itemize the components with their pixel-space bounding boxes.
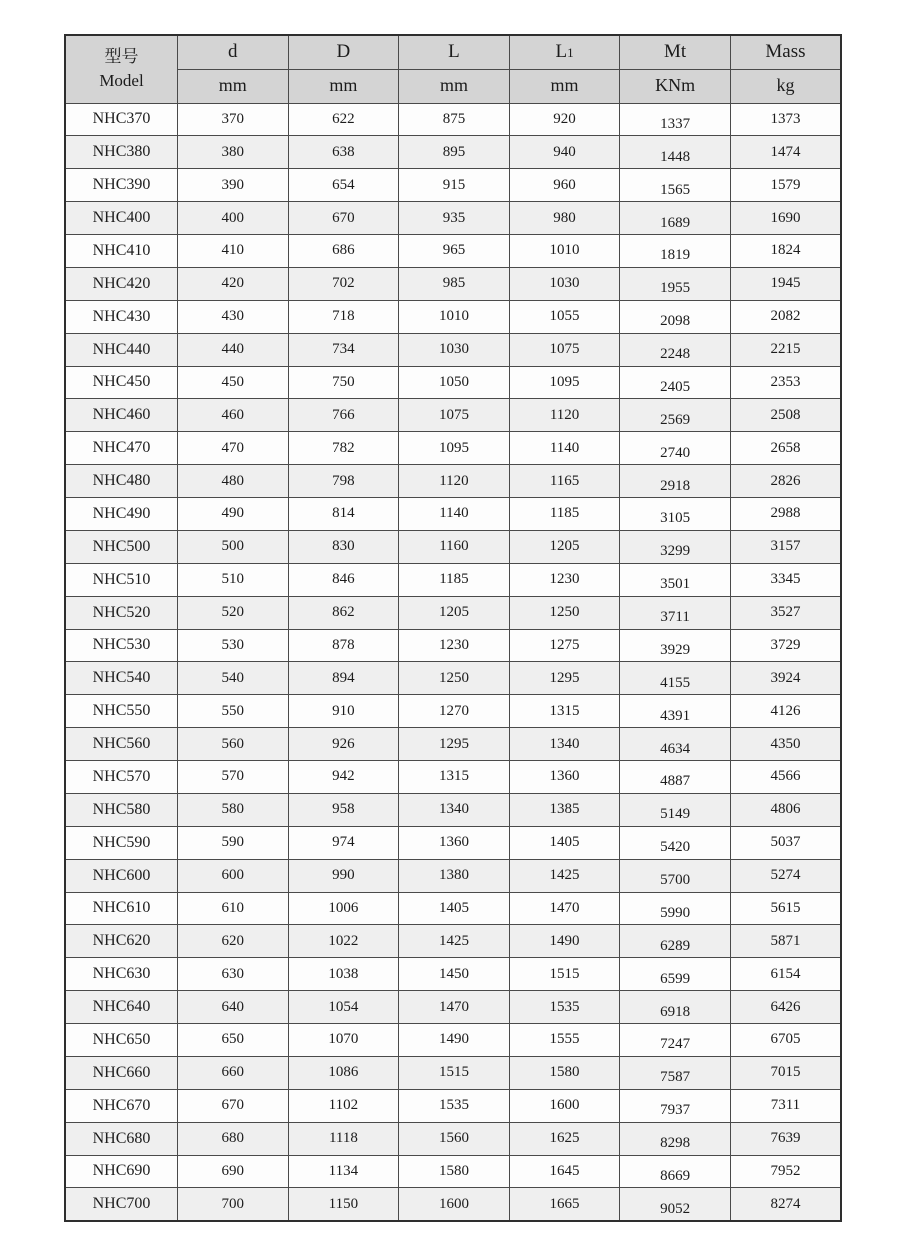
- value-cell: 1022: [288, 925, 399, 958]
- model-cell: NHC550: [65, 695, 178, 728]
- value-cell: 3711: [620, 596, 731, 629]
- spec-table: [64, 34, 842, 1222]
- unit-header-D: mm: [288, 69, 399, 103]
- model-cell: NHC630: [65, 958, 178, 991]
- header-row-units: [65, 69, 841, 103]
- value-cell: 7015: [730, 1056, 841, 1089]
- value-cell: 460: [178, 399, 289, 432]
- table-row: [65, 596, 841, 629]
- value-cell: 1490: [399, 1024, 510, 1057]
- value-cell: 5990: [620, 892, 731, 925]
- model-cell: NHC610: [65, 892, 178, 925]
- value-cell: 430: [178, 300, 289, 333]
- value-cell: 390: [178, 169, 289, 202]
- value-cell: 766: [288, 399, 399, 432]
- value-cell: 1086: [288, 1056, 399, 1089]
- value-cell: 1535: [509, 991, 620, 1024]
- model-cell: NHC680: [65, 1122, 178, 1155]
- value-cell: 1600: [509, 1089, 620, 1122]
- table-body: [65, 103, 841, 1221]
- value-cell: 2658: [730, 432, 841, 465]
- value-cell: 480: [178, 465, 289, 498]
- model-cell: NHC670: [65, 1089, 178, 1122]
- model-cell: NHC460: [65, 399, 178, 432]
- value-cell: 702: [288, 267, 399, 300]
- value-cell: 1010: [509, 235, 620, 268]
- value-cell: 1689: [620, 202, 731, 235]
- value-cell: 1250: [509, 596, 620, 629]
- value-cell: 1030: [399, 333, 510, 366]
- value-cell: 1185: [509, 498, 620, 531]
- value-cell: 1315: [399, 761, 510, 794]
- table-row: [65, 432, 841, 465]
- table-row: [65, 366, 841, 399]
- column-header-L: L: [399, 35, 510, 69]
- value-cell: 920: [509, 103, 620, 136]
- model-cell: NHC570: [65, 761, 178, 794]
- value-cell: 1250: [399, 662, 510, 695]
- table-row: [65, 530, 841, 563]
- value-cell: 8274: [730, 1188, 841, 1221]
- value-cell: 3299: [620, 530, 731, 563]
- value-cell: 1295: [509, 662, 620, 695]
- value-cell: 1360: [509, 761, 620, 794]
- value-cell: 600: [178, 859, 289, 892]
- model-cell: NHC650: [65, 1024, 178, 1057]
- value-cell: 440: [178, 333, 289, 366]
- value-cell: 630: [178, 958, 289, 991]
- value-cell: 450: [178, 366, 289, 399]
- model-cell: NHC430: [65, 300, 178, 333]
- value-cell: 410: [178, 235, 289, 268]
- value-cell: 1315: [509, 695, 620, 728]
- value-cell: 894: [288, 662, 399, 695]
- table-row: [65, 991, 841, 1024]
- unit-header-d: mm: [178, 69, 289, 103]
- value-cell: 1565: [620, 169, 731, 202]
- value-cell: 1425: [509, 859, 620, 892]
- value-cell: 1690: [730, 202, 841, 235]
- value-cell: 1515: [399, 1056, 510, 1089]
- value-cell: 1490: [509, 925, 620, 958]
- value-cell: 1230: [509, 563, 620, 596]
- model-cell: NHC380: [65, 136, 178, 169]
- value-cell: 958: [288, 793, 399, 826]
- value-cell: 2508: [730, 399, 841, 432]
- table-row: [65, 728, 841, 761]
- value-cell: 1270: [399, 695, 510, 728]
- model-cell: NHC560: [65, 728, 178, 761]
- value-cell: 2988: [730, 498, 841, 531]
- column-header-Mt: Mt: [620, 35, 731, 69]
- value-cell: 915: [399, 169, 510, 202]
- value-cell: 1448: [620, 136, 731, 169]
- table-row: [65, 958, 841, 991]
- column-header-D: D: [288, 35, 399, 69]
- value-cell: 2098: [620, 300, 731, 333]
- value-cell: 6918: [620, 991, 731, 1024]
- model-cell: NHC470: [65, 432, 178, 465]
- value-cell: 1470: [509, 892, 620, 925]
- value-cell: 3157: [730, 530, 841, 563]
- value-cell: 1560: [399, 1122, 510, 1155]
- value-cell: 3345: [730, 563, 841, 596]
- value-cell: 846: [288, 563, 399, 596]
- value-cell: 686: [288, 235, 399, 268]
- table-row: [65, 826, 841, 859]
- model-cell: NHC480: [65, 465, 178, 498]
- value-cell: 942: [288, 761, 399, 794]
- value-cell: 8669: [620, 1155, 731, 1188]
- table-row: [65, 1122, 841, 1155]
- value-cell: 985: [399, 267, 510, 300]
- value-cell: 7937: [620, 1089, 731, 1122]
- value-cell: 1600: [399, 1188, 510, 1221]
- value-cell: 1095: [509, 366, 620, 399]
- table-row: [65, 1024, 841, 1057]
- table-row: [65, 662, 841, 695]
- model-column-header: [65, 35, 178, 103]
- table-row: [65, 498, 841, 531]
- value-cell: 6426: [730, 991, 841, 1024]
- column-header-d: d: [178, 35, 289, 69]
- value-cell: 1140: [399, 498, 510, 531]
- value-cell: 1340: [399, 793, 510, 826]
- value-cell: 1580: [399, 1155, 510, 1188]
- value-cell: 830: [288, 530, 399, 563]
- value-cell: 1118: [288, 1122, 399, 1155]
- model-cell: NHC500: [65, 530, 178, 563]
- value-cell: 1380: [399, 859, 510, 892]
- table-row: [65, 103, 841, 136]
- value-cell: 1102: [288, 1089, 399, 1122]
- value-cell: 1038: [288, 958, 399, 991]
- value-cell: 670: [178, 1089, 289, 1122]
- value-cell: 610: [178, 892, 289, 925]
- model-cell: NHC420: [65, 267, 178, 300]
- header-row-labels: [65, 35, 841, 69]
- value-cell: 1450: [399, 958, 510, 991]
- model-cell: NHC440: [65, 333, 178, 366]
- value-cell: 1010: [399, 300, 510, 333]
- value-cell: 8298: [620, 1122, 731, 1155]
- value-cell: 590: [178, 826, 289, 859]
- model-cell: NHC620: [65, 925, 178, 958]
- value-cell: 862: [288, 596, 399, 629]
- column-header-Mass: Mass: [730, 35, 841, 69]
- value-cell: 1645: [509, 1155, 620, 1188]
- model-cell: NHC410: [65, 235, 178, 268]
- value-cell: 540: [178, 662, 289, 695]
- model-cell: NHC490: [65, 498, 178, 531]
- unit-header-Mt: KNm: [620, 69, 731, 103]
- value-cell: 7639: [730, 1122, 841, 1155]
- model-cell: NHC640: [65, 991, 178, 1024]
- model-cell: NHC540: [65, 662, 178, 695]
- value-cell: 1050: [399, 366, 510, 399]
- table-row: [65, 202, 841, 235]
- value-cell: 1515: [509, 958, 620, 991]
- value-cell: 7311: [730, 1089, 841, 1122]
- value-cell: 654: [288, 169, 399, 202]
- table-row: [65, 695, 841, 728]
- value-cell: 875: [399, 103, 510, 136]
- value-cell: 1474: [730, 136, 841, 169]
- value-cell: 1070: [288, 1024, 399, 1057]
- value-cell: 1075: [399, 399, 510, 432]
- value-cell: 1295: [399, 728, 510, 761]
- value-cell: 1373: [730, 103, 841, 136]
- table-row: [65, 1089, 841, 1122]
- value-cell: 1150: [288, 1188, 399, 1221]
- value-cell: 895: [399, 136, 510, 169]
- value-cell: 660: [178, 1056, 289, 1089]
- value-cell: 3501: [620, 563, 731, 596]
- value-cell: 974: [288, 826, 399, 859]
- table-row: [65, 300, 841, 333]
- value-cell: 1580: [509, 1056, 620, 1089]
- table-row: [65, 235, 841, 268]
- value-cell: 1425: [399, 925, 510, 958]
- table-row: [65, 563, 841, 596]
- value-cell: 926: [288, 728, 399, 761]
- value-cell: 1555: [509, 1024, 620, 1057]
- value-cell: 1165: [509, 465, 620, 498]
- value-cell: 470: [178, 432, 289, 465]
- value-cell: 5871: [730, 925, 841, 958]
- value-cell: 2569: [620, 399, 731, 432]
- value-cell: 530: [178, 629, 289, 662]
- value-cell: 1819: [620, 235, 731, 268]
- value-cell: 2082: [730, 300, 841, 333]
- value-cell: 1405: [509, 826, 620, 859]
- model-cell: NHC600: [65, 859, 178, 892]
- value-cell: 4634: [620, 728, 731, 761]
- model-cell: NHC690: [65, 1155, 178, 1188]
- table-row: [65, 1155, 841, 1188]
- value-cell: 1230: [399, 629, 510, 662]
- value-cell: 370: [178, 103, 289, 136]
- value-cell: 3527: [730, 596, 841, 629]
- spec-table-container: [64, 34, 842, 1222]
- model-cell: NHC700: [65, 1188, 178, 1221]
- value-cell: 7247: [620, 1024, 731, 1057]
- value-cell: 990: [288, 859, 399, 892]
- value-cell: 6599: [620, 958, 731, 991]
- value-cell: 1075: [509, 333, 620, 366]
- value-cell: 490: [178, 498, 289, 531]
- table-row: [65, 136, 841, 169]
- value-cell: 940: [509, 136, 620, 169]
- value-cell: 520: [178, 596, 289, 629]
- table-row: [65, 1188, 841, 1221]
- value-cell: 910: [288, 695, 399, 728]
- value-cell: 3105: [620, 498, 731, 531]
- value-cell: 782: [288, 432, 399, 465]
- value-cell: 1134: [288, 1155, 399, 1188]
- value-cell: 9052: [620, 1188, 731, 1221]
- value-cell: 1824: [730, 235, 841, 268]
- value-cell: 4126: [730, 695, 841, 728]
- table-row: [65, 1056, 841, 1089]
- value-cell: 510: [178, 563, 289, 596]
- value-cell: 6289: [620, 925, 731, 958]
- value-cell: 1095: [399, 432, 510, 465]
- value-cell: 1140: [509, 432, 620, 465]
- value-cell: 560: [178, 728, 289, 761]
- value-cell: 960: [509, 169, 620, 202]
- column-header-L1: L1: [509, 35, 620, 69]
- value-cell: 4155: [620, 662, 731, 695]
- value-cell: 878: [288, 629, 399, 662]
- value-cell: 4887: [620, 761, 731, 794]
- value-cell: 1185: [399, 563, 510, 596]
- value-cell: 750: [288, 366, 399, 399]
- value-cell: 1120: [399, 465, 510, 498]
- value-cell: 734: [288, 333, 399, 366]
- value-cell: 6705: [730, 1024, 841, 1057]
- table-row: [65, 465, 841, 498]
- model-cell: NHC660: [65, 1056, 178, 1089]
- value-cell: 980: [509, 202, 620, 235]
- value-cell: 5149: [620, 793, 731, 826]
- value-cell: 4350: [730, 728, 841, 761]
- table-row: [65, 925, 841, 958]
- unit-header-Mass: kg: [730, 69, 841, 103]
- model-cell: NHC520: [65, 596, 178, 629]
- value-cell: 6154: [730, 958, 841, 991]
- value-cell: 680: [178, 1122, 289, 1155]
- value-cell: 1955: [620, 267, 731, 300]
- value-cell: 2740: [620, 432, 731, 465]
- value-cell: 2353: [730, 366, 841, 399]
- value-cell: 718: [288, 300, 399, 333]
- value-cell: 3929: [620, 629, 731, 662]
- table-row: [65, 892, 841, 925]
- value-cell: 1205: [509, 530, 620, 563]
- value-cell: 1006: [288, 892, 399, 925]
- value-cell: 1160: [399, 530, 510, 563]
- model-header-zh: 型号: [104, 46, 139, 66]
- value-cell: 570: [178, 761, 289, 794]
- table-row: [65, 761, 841, 794]
- value-cell: 1470: [399, 991, 510, 1024]
- value-cell: 580: [178, 793, 289, 826]
- value-cell: 4566: [730, 761, 841, 794]
- value-cell: 798: [288, 465, 399, 498]
- value-cell: 7587: [620, 1056, 731, 1089]
- value-cell: 1945: [730, 267, 841, 300]
- unit-header-L1: mm: [509, 69, 620, 103]
- value-cell: 814: [288, 498, 399, 531]
- table-row: [65, 169, 841, 202]
- model-cell: NHC450: [65, 366, 178, 399]
- value-cell: 1337: [620, 103, 731, 136]
- value-cell: 1205: [399, 596, 510, 629]
- table-row: [65, 793, 841, 826]
- value-cell: 4806: [730, 793, 841, 826]
- model-cell: NHC510: [65, 563, 178, 596]
- value-cell: 380: [178, 136, 289, 169]
- table-row: [65, 333, 841, 366]
- value-cell: 420: [178, 267, 289, 300]
- model-cell: NHC370: [65, 103, 178, 136]
- value-cell: 640: [178, 991, 289, 1024]
- value-cell: 1055: [509, 300, 620, 333]
- value-cell: 1625: [509, 1122, 620, 1155]
- value-cell: 5700: [620, 859, 731, 892]
- value-cell: 1665: [509, 1188, 620, 1221]
- value-cell: 1120: [509, 399, 620, 432]
- value-cell: 500: [178, 530, 289, 563]
- value-cell: 5615: [730, 892, 841, 925]
- value-cell: 3924: [730, 662, 841, 695]
- value-cell: 2826: [730, 465, 841, 498]
- value-cell: 5037: [730, 826, 841, 859]
- value-cell: 1535: [399, 1089, 510, 1122]
- value-cell: 1360: [399, 826, 510, 859]
- value-cell: 2248: [620, 333, 731, 366]
- value-cell: 3729: [730, 629, 841, 662]
- model-header-en: Model: [99, 71, 144, 91]
- value-cell: 1275: [509, 629, 620, 662]
- value-cell: 700: [178, 1188, 289, 1221]
- value-cell: 5274: [730, 859, 841, 892]
- value-cell: 5420: [620, 826, 731, 859]
- model-cell: NHC400: [65, 202, 178, 235]
- model-cell: NHC390: [65, 169, 178, 202]
- table-row: [65, 859, 841, 892]
- table-row: [65, 399, 841, 432]
- value-cell: 965: [399, 235, 510, 268]
- table-row: [65, 629, 841, 662]
- table-header: [65, 35, 841, 103]
- value-cell: 2215: [730, 333, 841, 366]
- value-cell: 1579: [730, 169, 841, 202]
- value-cell: 638: [288, 136, 399, 169]
- value-cell: 2405: [620, 366, 731, 399]
- value-cell: 1405: [399, 892, 510, 925]
- value-cell: 2918: [620, 465, 731, 498]
- value-cell: 690: [178, 1155, 289, 1188]
- value-cell: 400: [178, 202, 289, 235]
- value-cell: 1385: [509, 793, 620, 826]
- value-cell: 1340: [509, 728, 620, 761]
- value-cell: 620: [178, 925, 289, 958]
- model-cell: NHC580: [65, 793, 178, 826]
- model-cell: NHC590: [65, 826, 178, 859]
- value-cell: 650: [178, 1024, 289, 1057]
- value-cell: 1054: [288, 991, 399, 1024]
- unit-header-L: mm: [399, 69, 510, 103]
- value-cell: 4391: [620, 695, 731, 728]
- value-cell: 670: [288, 202, 399, 235]
- table-row: [65, 267, 841, 300]
- value-cell: 935: [399, 202, 510, 235]
- value-cell: 622: [288, 103, 399, 136]
- model-cell: NHC530: [65, 629, 178, 662]
- value-cell: 1030: [509, 267, 620, 300]
- value-cell: 7952: [730, 1155, 841, 1188]
- value-cell: 550: [178, 695, 289, 728]
